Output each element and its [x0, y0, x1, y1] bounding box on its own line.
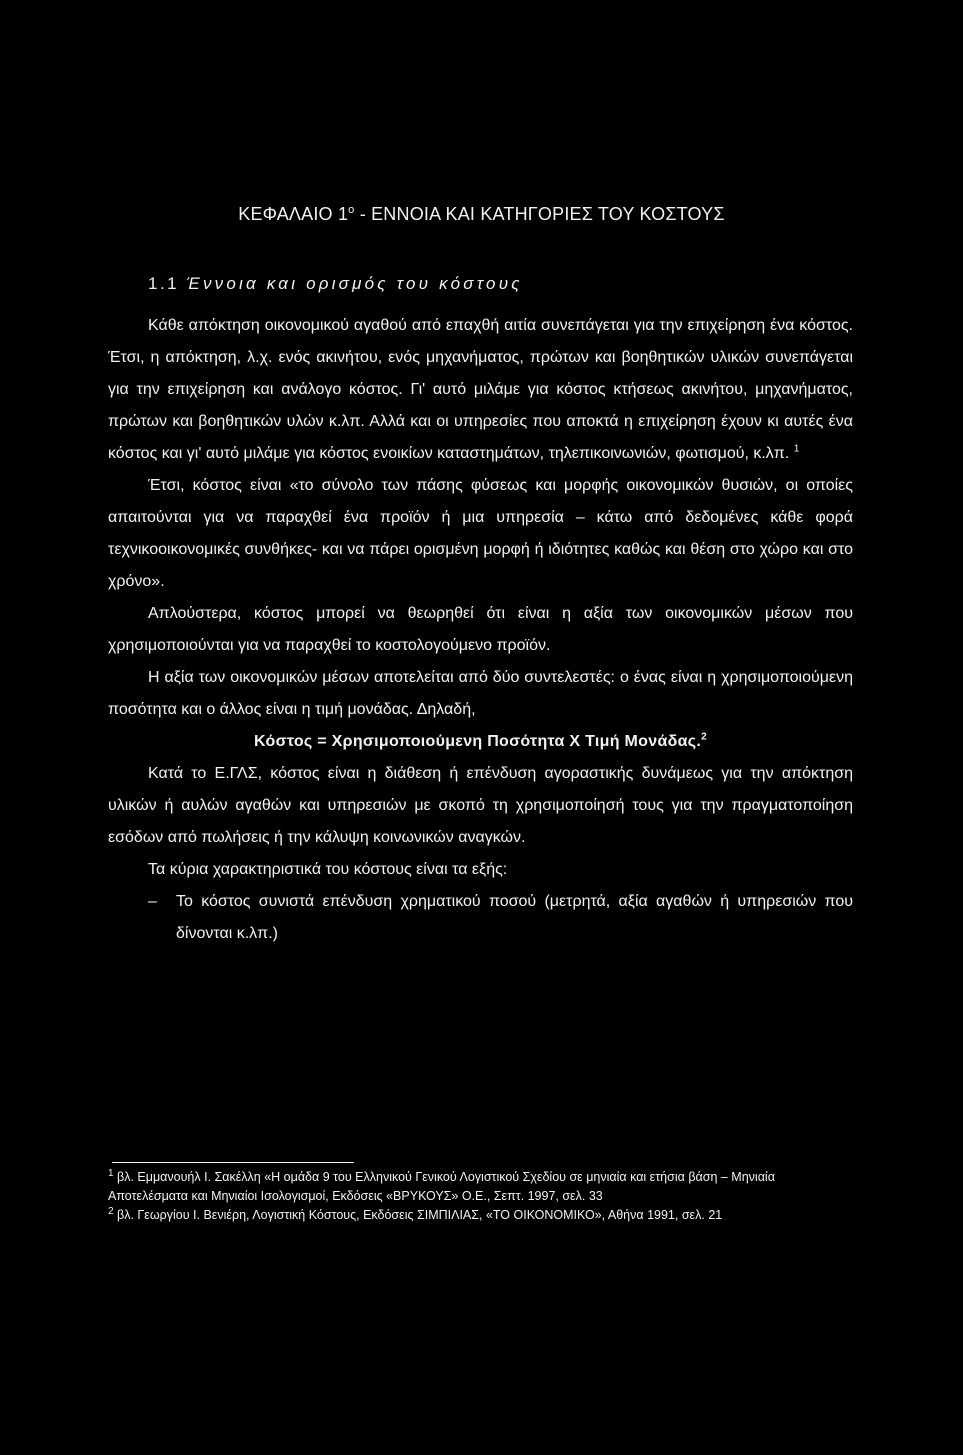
paragraph-3: Απλούστερα, κόστος μπορεί να θεωρηθεί ότι είναι η αξία των οικονομικών μέσων που χρησιμοποιούνται για να παραχθεί το κοστολογούμενο προϊόν. — [108, 605, 853, 654]
paragraph-1 — [108, 310, 853, 470]
chapter-title-text: ΚΕΦΑΛΑΙΟ 1 — [238, 204, 349, 224]
list-item-text: Το κόστος συνιστά επένδυση χρηματικού ποσού (μετρητά, αξία αγαθών ή υπηρεσιών που δίνονται κ.λπ.) — [176, 893, 853, 942]
cost-formula-text: Κόστος = Χρησιμοποιούμενη Ποσότητα Χ Τιμή Μονάδας. — [254, 733, 702, 750]
footnotes — [108, 1168, 853, 1225]
chapter-ordinal-sup: ο — [348, 204, 355, 216]
paragraph-5: Κατά το Ε.ΓΛΣ, κόστος είναι η διάθεση ή επένδυση αγοραστικής δυνάμεως για την απόκτηση υλικών ή αυλών αγαθών και υπηρεσιών με σκοπό τη χρησιμοποίησή τους για την πραγματοποίηση εσόδων από πωλήσεις ή την κάλυψη κοινωνικών αναγκών. — [108, 765, 853, 846]
list-dash: – — [148, 893, 157, 910]
footnote-2-text: βλ. Γεωργίου Ι. Βενιέρη, Λογιστική Κόστους, Εκδόσεις ΣΙΜΠΙΛΙΑΣ, «ΤΟ ΟΙΚΟΝΟΜΙΚΟ», Αθήνα 1991, σελ. 21 — [113, 1208, 723, 1222]
chapter-title-rest: - ΕΝΝΟΙΑ ΚΑΙ ΚΑΤΗΓΟΡΙΕΣ ΤΟΥ ΚΟΣΤΟΥΣ — [354, 204, 725, 224]
footnote-1-text: βλ. Εμμανουήλ Ι. Σακέλλη «Η ομάδα 9 του Ελληνικού Γενικού Λογιστικού Σχεδίου σε μηνιαία και ετήσια βάση – Μηνιαία Αποτελέσματα και Μηνιαίοι Ισολογισμοί, Εκδόσεις «ΒΡΥΚΟΥΣ» Ο.Ε., Σεπτ. 1997, σελ. 33 — [108, 1170, 775, 1203]
paragraph-2: Έτσι, κόστος είναι «το σύνολο των πάσης φύσεως και μορφής οικονομικών θυσιών, οι οποίες απαιτούνται για να παραχθεί ένα προϊόν ή μια υπηρεσία – κάτω από δεδομένες κάθε φορά τεχνικοοικονομικές συνθήκες- και να πάρει ορισμένη μορφή ή ιδιότητες καθώς και θέση στο χώρο και στο χρόνο». — [108, 477, 853, 590]
section-title: Έννοια και ορισμός του κόστους — [186, 274, 523, 293]
footnote-2 — [108, 1206, 853, 1225]
footnote-ref-2: 2 — [701, 731, 707, 743]
paragraph-1-text: Κάθε απόκτηση οικονομικού αγαθού από επαχθή αιτία συνεπάγεται για την επιχείρηση ένα κόστος. Έτσι, η απόκτηση, λ.χ. ενός ακινήτου, ενός μηχανήματος, πρώτων και βοηθητικών υλικών συνεπάγεται για την επιχείρηση και ανάλογο κόστος. Γι' αυτό μιλάμε για κόστος κτήσεως ακινήτου, μηχανήματος, πρώτων και βοηθητικών υλών κ.λπ. Αλλά και οι υπηρεσίες που αποκτά η επιχείρηση έχουν κι αυτές ένα κόστος και γι' αυτό μιλάμε για κόστος ενοικίων καταστημάτων, τηλεπικοινωνιών, φωτισμού, κ.λπ. — [108, 317, 853, 462]
section-heading — [148, 274, 523, 294]
cost-formula — [108, 726, 853, 758]
list-item — [148, 886, 853, 950]
paragraph-6: Τα κύρια χαρακτηριστικά του κόστους είναι τα εξής: — [148, 861, 508, 878]
paragraph-4: Η αξία των οικονομικών μέσων αποτελείται από δύο συντελεστές: ο ένας είναι η χρησιμοποιούμενη ποσότητα και ο άλλος είναι η τιμή μονάδας. Δηλαδή, — [108, 669, 853, 718]
footnote-1 — [108, 1168, 853, 1206]
footnote-1-mark: 1 — [108, 1167, 114, 1179]
chapter-title — [0, 204, 963, 225]
footnote-ref-1: 1 — [793, 443, 800, 455]
footnote-2-mark: 2 — [108, 1205, 114, 1217]
footnote-divider — [112, 1162, 354, 1163]
section-number: 1.1 — [148, 274, 187, 293]
body-text — [108, 310, 853, 950]
